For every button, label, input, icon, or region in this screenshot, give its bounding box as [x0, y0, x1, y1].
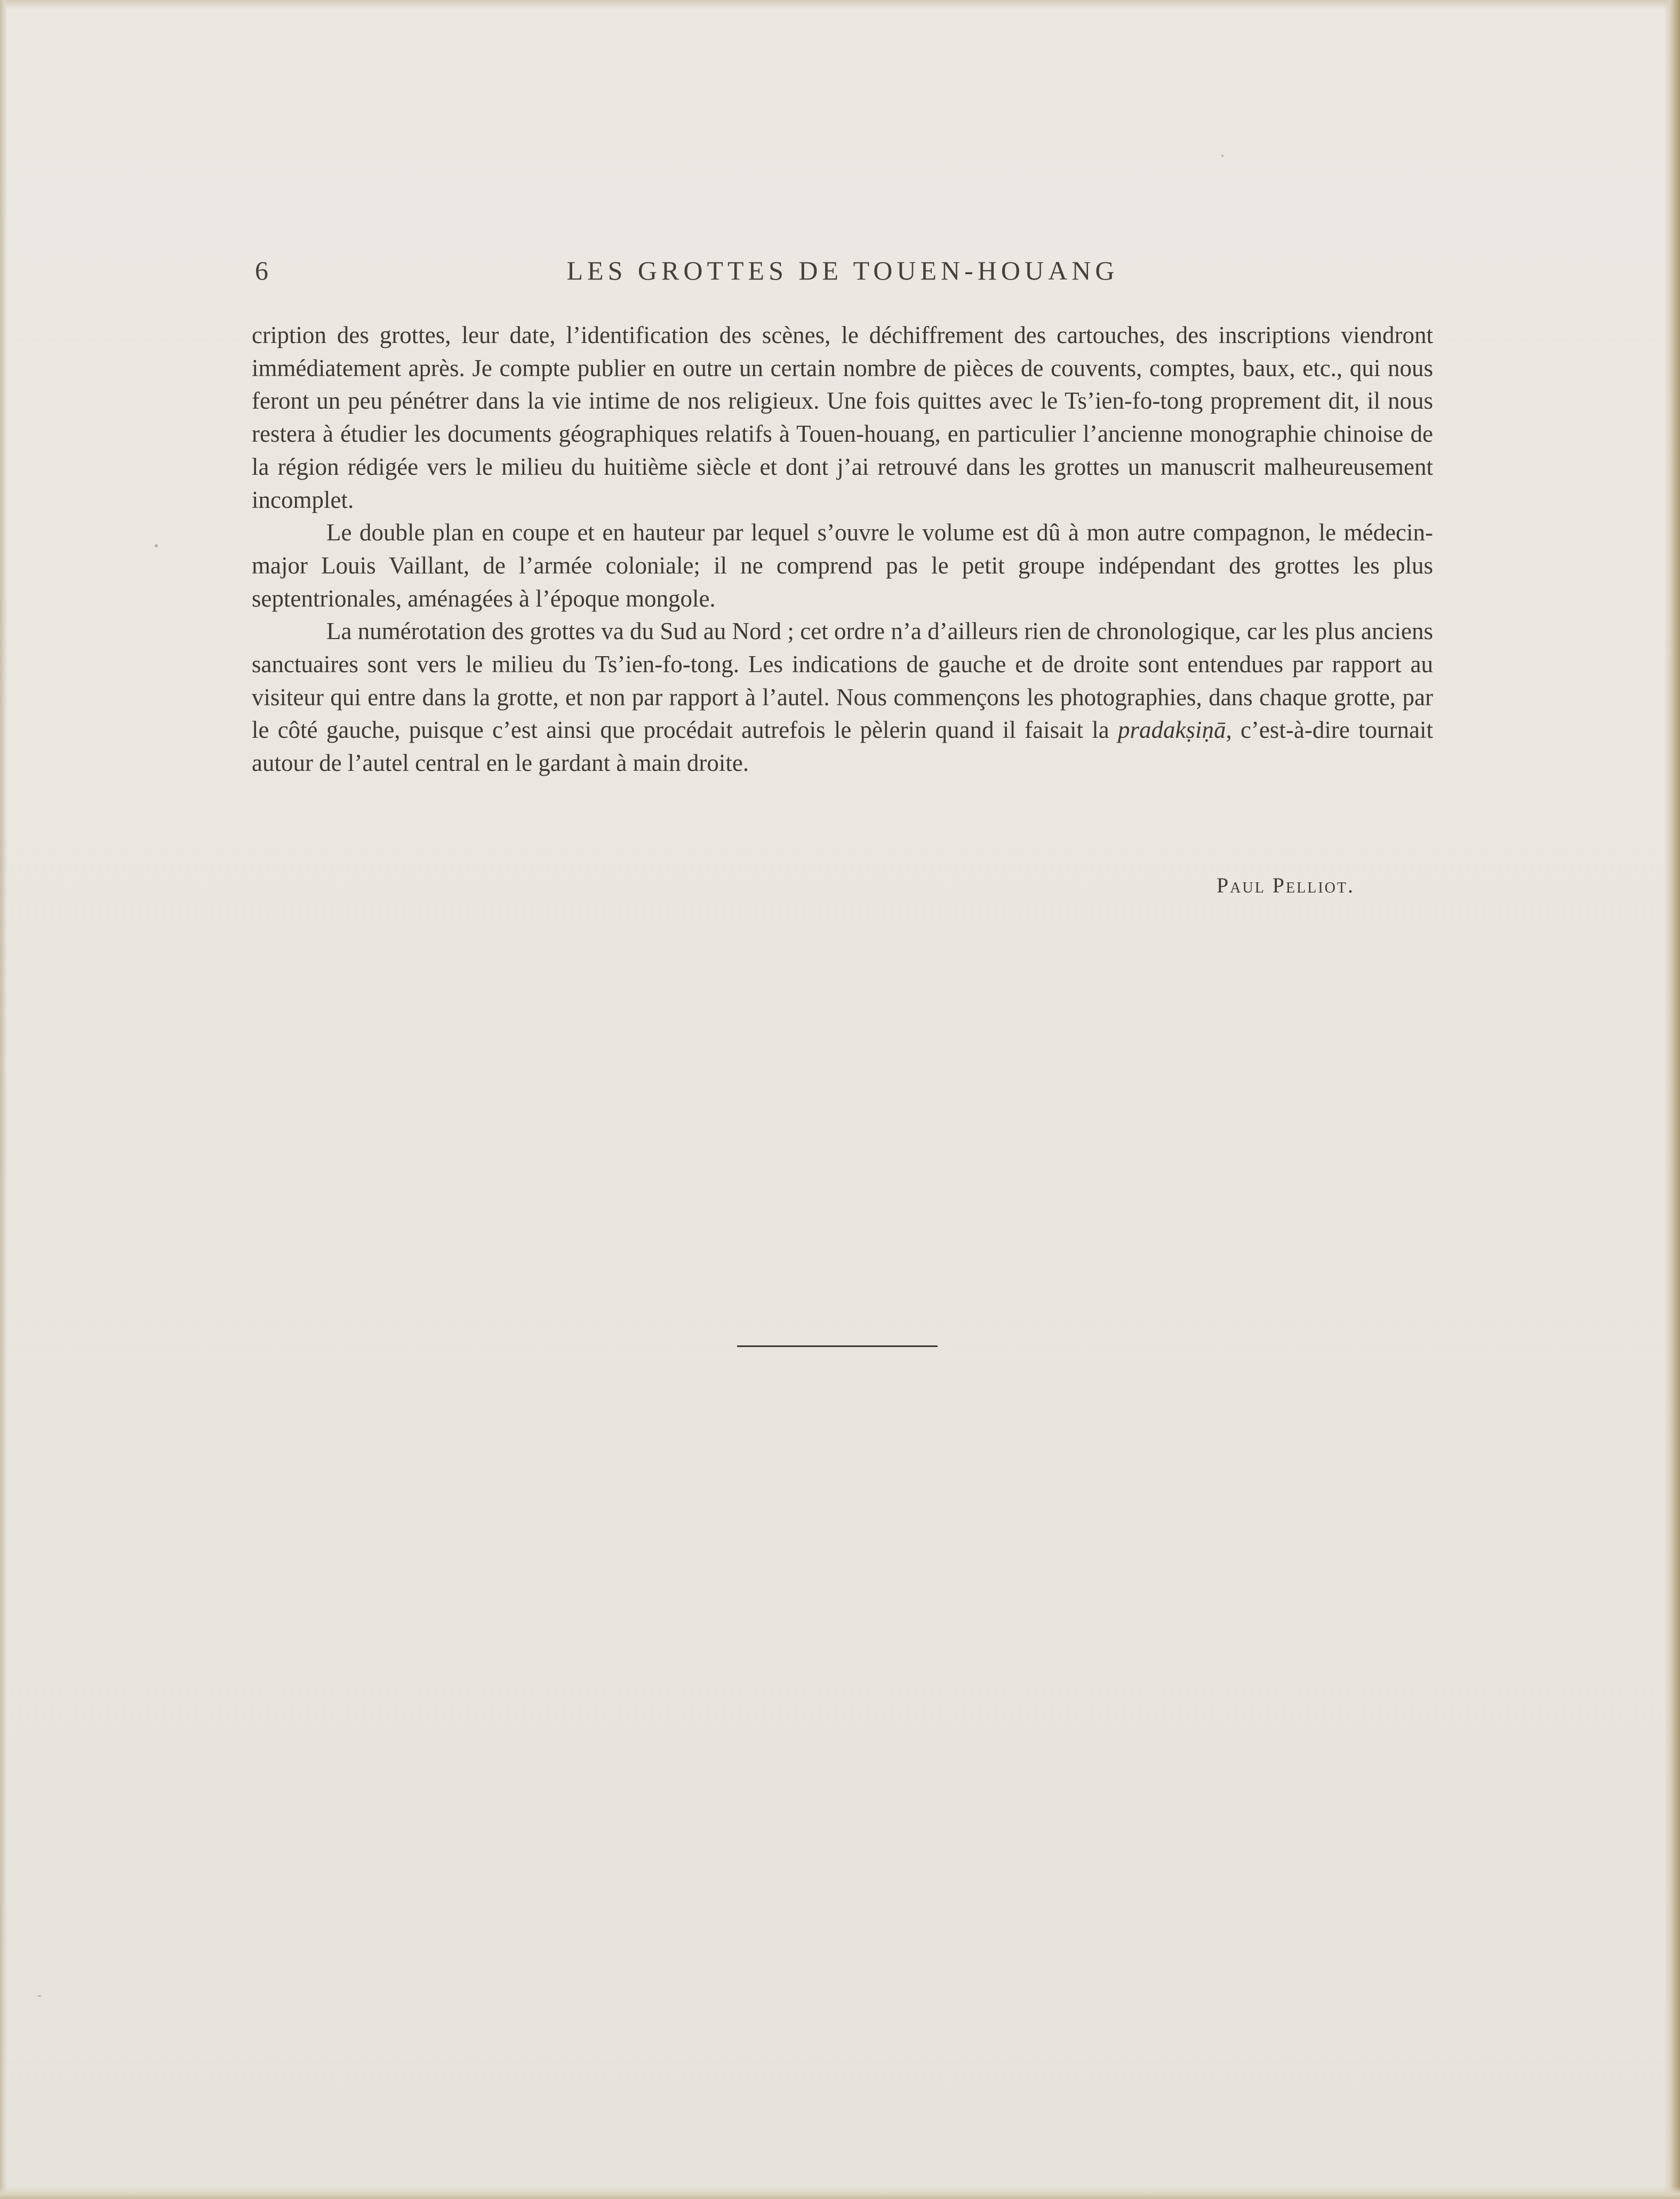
paragraph-3-text-before: La numérotation des grottes va du Sud au Nord ; cet ordre n’a d’ailleurs rien de chronologique, car les plus anciens sanctuaires sont vers le milieu du Ts’ien-fo-tong. Les indications de gauche et de droite sont entendues par rapport au visiteur qui entre dans la grotte, et non par rapport à l’autel. Nous commençons les photographies, dans chaque grotte, par le côté gauche, puisque c’est ainsi que procédait autrefois le pèlerin quand il faisait la — [252, 618, 1433, 744]
page-edge-top — [0, 0, 1680, 10]
author-signature: Paul Pelliot. — [1217, 873, 1355, 897]
italic-term-pradaksina: pradakṣiṇā — [1117, 716, 1226, 744]
paragraph-1: cription des grottes, leur date, l’identification des scènes, le déchiffrement des cartouches, des inscriptions viendront immédiatement après. Je compte publier en outre un certain nombre de pièces de couvents, comptes, baux, etc., qui nous feront un peu pénétrer dans la vie intime de nos religieux. Une fois quittes avec le Ts’ien-fo-tong proprement dit, il nous restera à étudier les documents géographiques relatifs à Touen-houang, en particulier l’ancienne monographie chinoise de la région rédigée vers le milieu du huitième siècle et dont j’ai retrouvé dans les grottes un manuscrit malheureusement incomplet. — [252, 322, 1433, 513]
page-edge-bottom — [0, 2186, 1680, 2199]
page-edge-left — [0, 0, 7, 2199]
paragraph-3-text-after: , c’est-à-dire tournait autour de l’autel central en le gardant à main droite. — [252, 716, 1433, 777]
running-header — [251, 255, 1435, 292]
paragraph-3 — [252, 615, 1433, 780]
page-edge-right — [1664, 0, 1680, 2199]
page-number: 6 — [255, 256, 269, 285]
paragraph-2: Le double plan en coupe et en hauteur par lequel s’ouvre le volume est dû à mon autre compagnon, le médecin-major Louis Vaillant, de l’armée coloniale; il ne comprend pas le petit groupe indépendant des grottes les plus septentrionales, aménagées à l’époque mongole. — [252, 519, 1433, 612]
paper-speck — [155, 544, 158, 547]
body-text — [252, 319, 1433, 780]
end-rule — [737, 1345, 938, 1347]
paper-speck — [1221, 155, 1223, 157]
running-title: LES GROTTES DE TOUEN-HOUANG — [566, 256, 1119, 285]
paper-speck — [37, 1995, 42, 1997]
